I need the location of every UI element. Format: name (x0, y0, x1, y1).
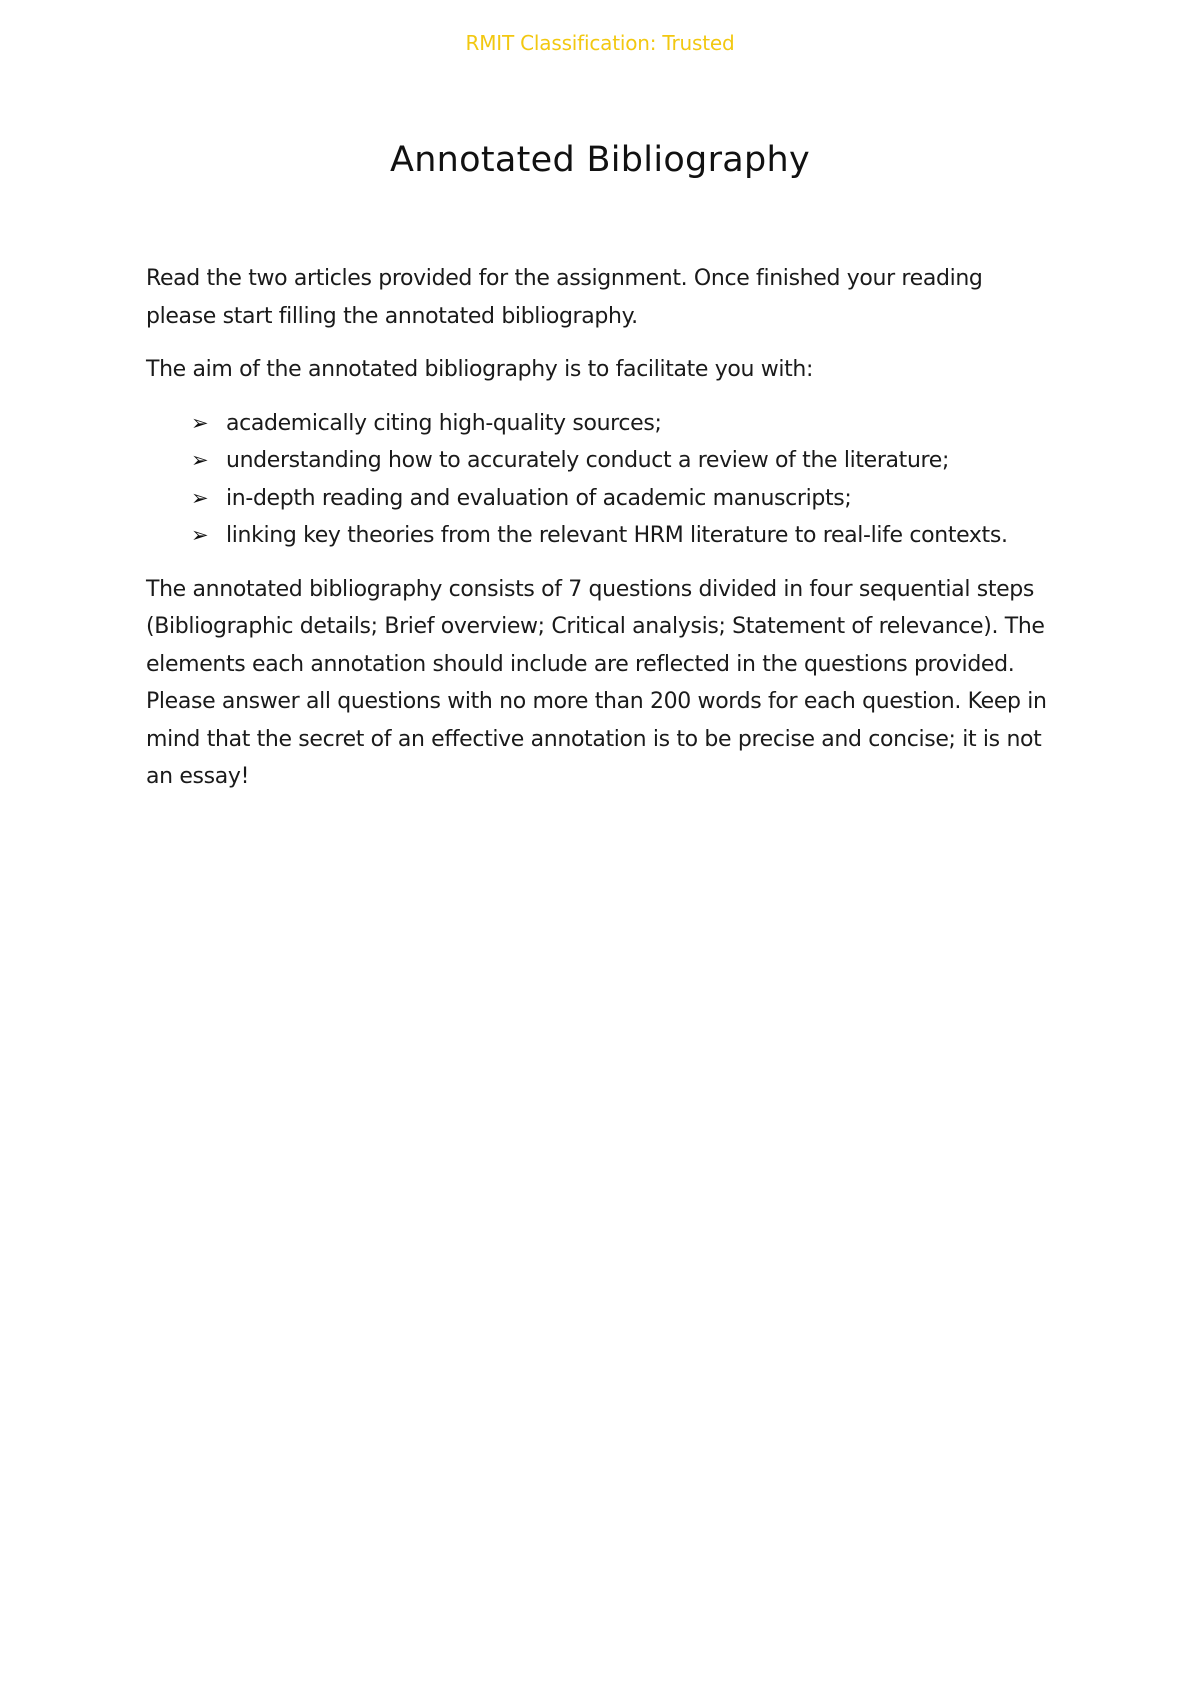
classification-label: RMIT Classification: Trusted (465, 31, 735, 55)
intro-paragraph: Read the two articles provided for the assignment. Once finished your reading please start filling the annotated bibliography. (146, 266, 983, 329)
arrow-bullet-icon: ➢ (191, 448, 209, 472)
arrow-bullet-icon: ➢ (191, 410, 209, 435)
list-item (146, 517, 1056, 555)
document-body (146, 260, 1056, 812)
list-item-text: in-depth reading and evaluation of academic manuscripts; (226, 485, 852, 511)
arrow-bullet-icon: ➢ (191, 523, 209, 547)
list-item (146, 442, 1056, 480)
list-item-text: linking key theories from the relevant HRM literature to real-life contexts. (226, 523, 1008, 548)
list-item (146, 480, 1056, 518)
arrow-bullet-icon: ➢ (191, 485, 209, 510)
list-item-text: understanding how to accurately conduct a review of the literature; (226, 448, 950, 473)
list-item (146, 405, 1056, 443)
list-item-text: academically citing high-quality sources; (226, 410, 662, 436)
closing-paragraph: The annotated bibliography consists of 7 questions divided in four sequential steps (Bibliographic details; Brief overview; Critical analysis; Statement of relevance). The elements each annotation should include are reflected in the questions provided. Please answer all questions with no more than 200 words for each question. Keep in mind that the secret of an effective annotation is to be precise and concise; it is not an essay! (146, 576, 1047, 789)
aim-paragraph: The aim of the annotated bibliography is to facilitate you with: (146, 357, 814, 382)
aim-list (146, 405, 1056, 555)
page-title: Annotated Bibliography (389, 140, 811, 180)
